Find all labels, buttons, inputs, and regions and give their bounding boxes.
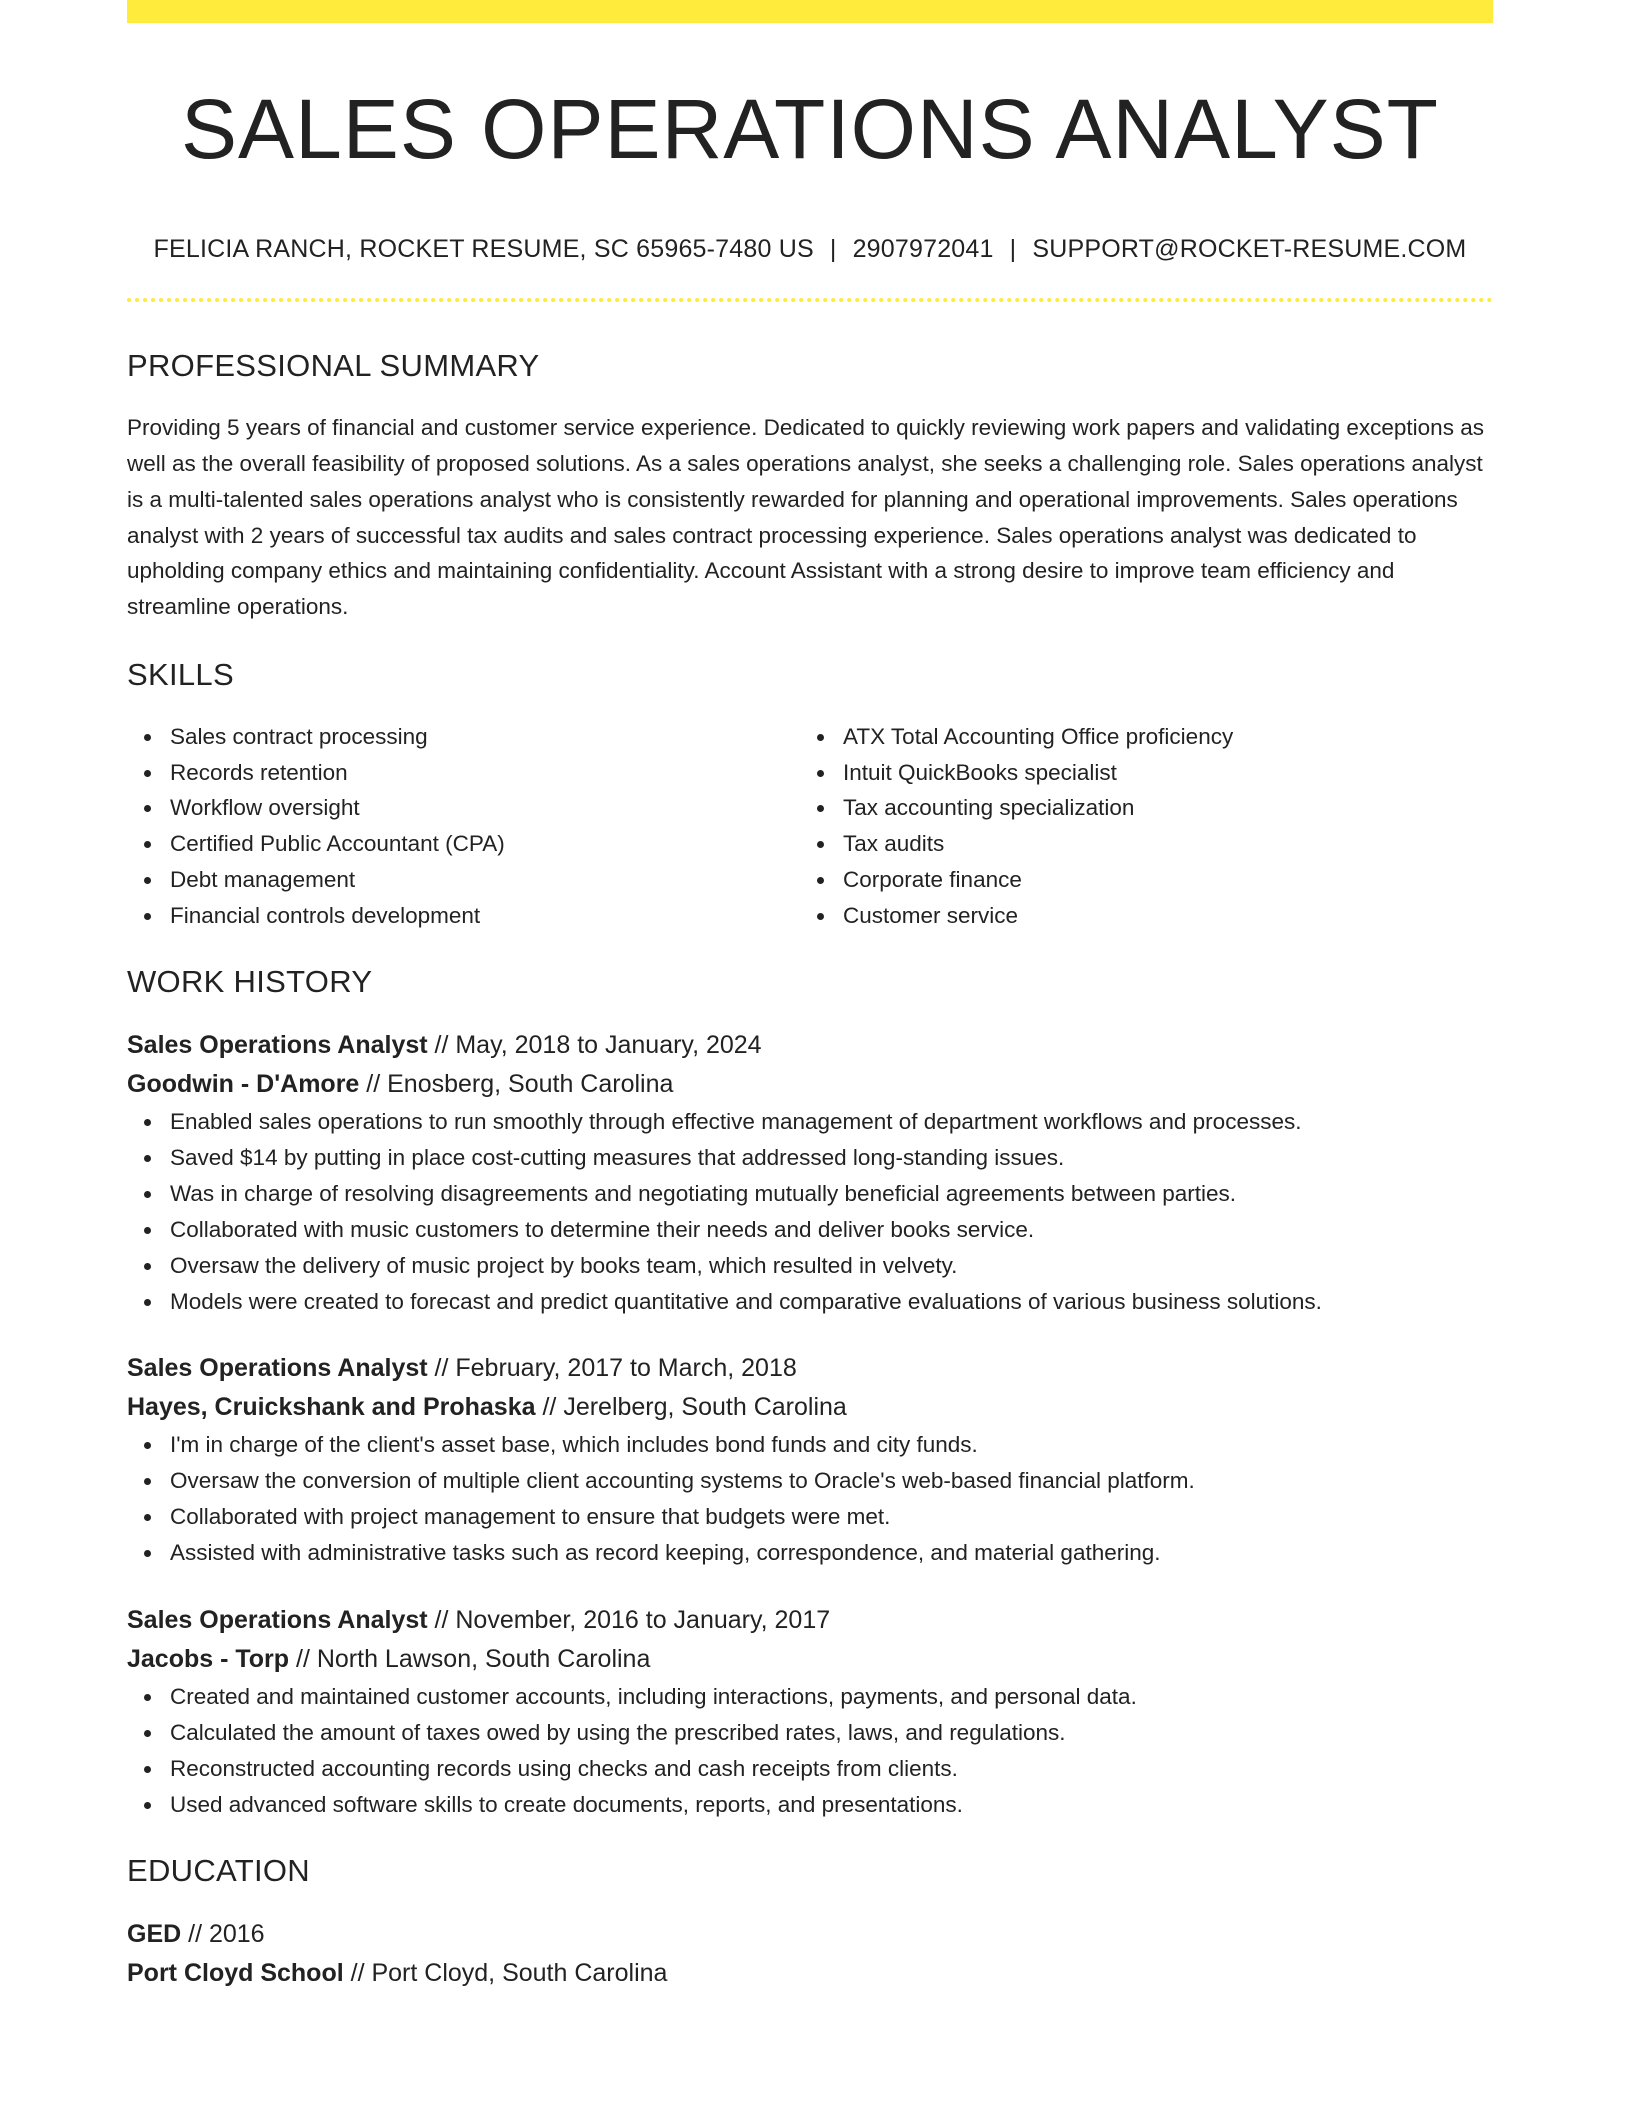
page-title: SALES OPERATIONS ANALYST xyxy=(181,82,1439,176)
job-bullet: Enabled sales operations to run smoothly through effective management of department workflows and processes. xyxy=(127,1104,1493,1140)
job-bullet: Models were created to forecast and predict quantitative and comparative evaluations of various business solutions. xyxy=(127,1284,1493,1320)
job-bullets xyxy=(127,1104,1493,1319)
job-location: // Enosberg, South Carolina xyxy=(359,1070,674,1099)
job-bullet: Used advanced software skills to create documents, reports, and presentations. xyxy=(127,1787,1493,1823)
job-company-line xyxy=(127,1065,1493,1104)
job-dates: // November, 2016 to January, 2017 xyxy=(427,1606,831,1635)
contact-phone: 2907972041 xyxy=(852,235,994,264)
job-title-line xyxy=(127,1349,1493,1388)
job-bullet: Was in charge of resolving disagreements and negotiating mutually beneficial agreements between parties. xyxy=(127,1176,1493,1212)
job-company: Hayes, Cruickshank and Prohaska xyxy=(127,1393,536,1422)
education-heading: EDUCATION xyxy=(127,1852,310,1888)
education-school: Port Cloyd School xyxy=(127,1958,344,1987)
job-title-line xyxy=(127,1026,1493,1065)
skills-column-right xyxy=(800,719,1473,934)
job-role: Sales Operations Analyst xyxy=(127,1031,428,1060)
education-degree-line xyxy=(127,1915,1493,1954)
education-school-line xyxy=(127,1954,1493,1993)
job-company-line xyxy=(127,1640,1493,1679)
job-company-line xyxy=(127,1388,1493,1427)
job-bullet: I'm in charge of the client's asset base, which includes bond funds and city funds. xyxy=(127,1427,1493,1463)
job-bullets xyxy=(127,1679,1493,1823)
contact-address: FELICIA RANCH, ROCKET RESUME, SC 65965-7480 US xyxy=(153,235,814,264)
education-year: // 2016 xyxy=(181,1919,265,1948)
job-location: // Jerelberg, South Carolina xyxy=(535,1393,847,1422)
top-accent-bar xyxy=(127,0,1493,23)
job-bullet: Oversaw the delivery of music project by books team, which resulted in velvety. xyxy=(127,1248,1493,1284)
skill-item: Tax audits xyxy=(800,826,1473,862)
skill-item: Sales contract processing xyxy=(127,719,800,755)
job-bullet: Saved $14 by putting in place cost-cutting measures that addressed long-standing issues. xyxy=(127,1140,1493,1176)
skills-grid xyxy=(127,719,1493,934)
job-entry xyxy=(127,1026,1493,1319)
resume-page xyxy=(127,0,1493,1993)
summary-heading: PROFESSIONAL SUMMARY xyxy=(127,348,540,384)
job-location: // North Lawson, South Carolina xyxy=(289,1645,651,1674)
job-bullet: Oversaw the conversion of multiple client accounting systems to Oracle's web-based financial platform. xyxy=(127,1463,1493,1499)
skill-item: Records retention xyxy=(127,755,800,791)
education-degree: GED xyxy=(127,1919,182,1948)
skills-list-left xyxy=(127,719,800,934)
job-dates: // May, 2018 to January, 2024 xyxy=(427,1031,762,1060)
job-bullet: Collaborated with music customers to determine their needs and deliver books service. xyxy=(127,1212,1493,1248)
skill-item: Certified Public Accountant (CPA) xyxy=(127,826,800,862)
job-role: Sales Operations Analyst xyxy=(127,1354,428,1383)
dotted-divider xyxy=(127,298,1493,302)
work-history-heading: WORK HISTORY xyxy=(127,964,373,1000)
skills-list-right xyxy=(800,719,1473,934)
job-company: Goodwin - D'Amore xyxy=(127,1070,360,1099)
job-dates: // February, 2017 to March, 2018 xyxy=(427,1354,797,1383)
skill-item: Debt management xyxy=(127,862,800,898)
education-location: // Port Cloyd, South Carolina xyxy=(343,1958,668,1987)
job-entry xyxy=(127,1349,1493,1571)
skill-item: Workflow oversight xyxy=(127,790,800,826)
skill-item: Intuit QuickBooks specialist xyxy=(800,755,1473,791)
skill-item: ATX Total Accounting Office proficiency xyxy=(800,719,1473,755)
education-entry xyxy=(127,1915,1493,1993)
job-bullet: Assisted with administrative tasks such as record keeping, correspondence, and material gathering. xyxy=(127,1535,1493,1571)
contact-email: SUPPORT@ROCKET-RESUME.COM xyxy=(1032,235,1467,264)
job-company: Jacobs - Torp xyxy=(127,1645,290,1674)
summary-text: Providing 5 years of financial and customer service experience. Dedicated to quickly reviewing work papers and validating exceptions as well as the overall feasibility of proposed solutions. As a sales operations analyst, she seeks a challenging role. Sales operations analyst is a multi-talented sales operations analyst who is consistently rewarded for planning and operational improvements. Sales operations analyst with 2 years of successful tax audits and sales contract processing experience. Sales operations analyst was dedicated to upholding company ethics and maintaining confidentiality. Account Assistant with a strong desire to improve team efficiency and streamline operations. xyxy=(127,415,1484,619)
job-bullet: Calculated the amount of taxes owed by using the prescribed rates, laws, and regulations. xyxy=(127,1715,1493,1751)
job-bullets xyxy=(127,1427,1493,1571)
job-bullet: Reconstructed accounting records using checks and cash receipts from clients. xyxy=(127,1751,1493,1787)
job-role: Sales Operations Analyst xyxy=(127,1606,428,1635)
skills-column-left xyxy=(127,719,800,934)
contact-separator: | xyxy=(829,235,837,264)
skills-heading: SKILLS xyxy=(127,656,234,692)
contact-separator: | xyxy=(1009,235,1017,264)
skill-item: Financial controls development xyxy=(127,898,800,934)
job-title-line xyxy=(127,1601,1493,1640)
job-bullet: Created and maintained customer accounts, including interactions, payments, and personal data. xyxy=(127,1679,1493,1715)
job-entry xyxy=(127,1601,1493,1823)
skill-item: Customer service xyxy=(800,898,1473,934)
job-bullet: Collaborated with project management to ensure that budgets were met. xyxy=(127,1499,1493,1535)
contact-line xyxy=(127,235,1493,264)
skill-item: Corporate finance xyxy=(800,862,1473,898)
skill-item: Tax accounting specialization xyxy=(800,790,1473,826)
